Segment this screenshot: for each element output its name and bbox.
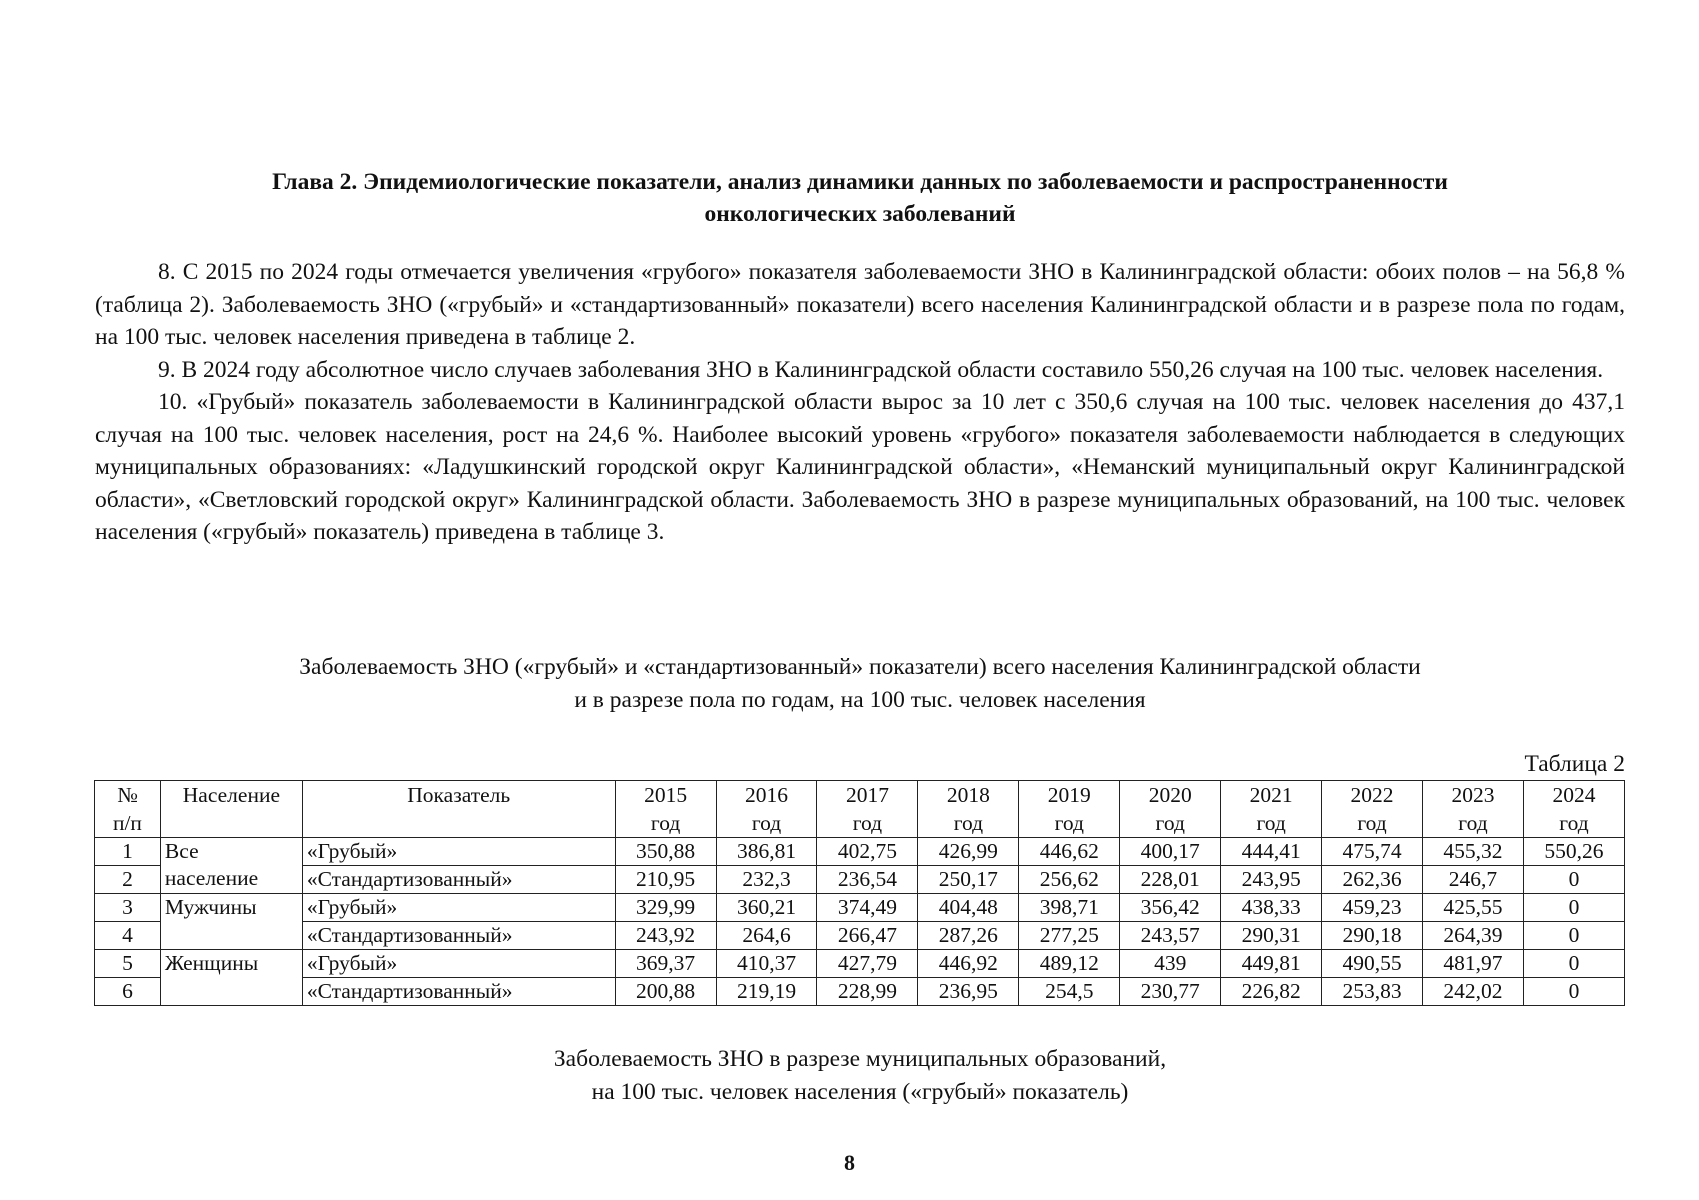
header-year-value: 2015 xyxy=(644,783,688,807)
header-year-unit: год xyxy=(852,811,883,835)
value-cell: 459,23 xyxy=(1322,894,1423,922)
header-year-unit: год xyxy=(953,811,984,835)
table-row xyxy=(95,894,1625,922)
header-year-unit: год xyxy=(751,811,782,835)
header-year-unit: год xyxy=(1155,811,1185,835)
header-year xyxy=(1523,781,1624,838)
value-cell: 236,54 xyxy=(817,866,918,894)
value-cell: 243,92 xyxy=(615,922,716,950)
row-number: 3 xyxy=(95,894,161,922)
value-cell: 253,83 xyxy=(1322,978,1423,1006)
table-3-caption-line-1: Заболеваемость ЗНО в разрезе муниципальных образований, xyxy=(553,1046,1167,1072)
value-cell: 264,39 xyxy=(1423,922,1524,950)
header-year xyxy=(1221,781,1322,838)
value-cell: 250,17 xyxy=(918,866,1019,894)
table-2-caption xyxy=(95,651,1625,716)
population-cell xyxy=(160,950,302,1006)
value-cell: 210,95 xyxy=(615,866,716,894)
value-cell: 386,81 xyxy=(716,838,817,866)
chapter-heading-line-1: Глава 2. Эпидемиологические показатели, анализ динамики данных по заболеваемости и распространенности xyxy=(272,169,1448,195)
header-year-value: 2018 xyxy=(946,783,990,807)
value-cell: 287,26 xyxy=(918,922,1019,950)
value-cell: 404,48 xyxy=(918,894,1019,922)
row-number: 6 xyxy=(95,978,161,1006)
indicator-cell: «Стандартизованный» xyxy=(302,922,615,950)
value-cell: 489,12 xyxy=(1019,950,1120,978)
indicator-cell: «Грубый» xyxy=(302,894,615,922)
header-year-value: 2019 xyxy=(1047,783,1091,807)
value-cell: 455,32 xyxy=(1423,838,1524,866)
value-cell: 264,6 xyxy=(716,922,817,950)
value-cell: 356,42 xyxy=(1120,894,1221,922)
header-year-value: 2021 xyxy=(1249,783,1293,807)
population-label: Мужчины xyxy=(164,895,257,919)
header-year-value: 2024 xyxy=(1552,783,1596,807)
value-cell: 0 xyxy=(1523,922,1624,950)
header-year xyxy=(1120,781,1221,838)
table-3-caption xyxy=(95,1043,1625,1108)
population-cell xyxy=(160,838,302,894)
value-cell: 410,37 xyxy=(716,950,817,978)
header-population: Население xyxy=(160,781,302,838)
table-2-caption-line-1: Заболеваемость ЗНО («грубый» и «стандартизованный» показатели) всего населения Калининградской области xyxy=(299,654,1421,680)
indicator-cell: «Стандартизованный» xyxy=(302,866,615,894)
value-cell: 228,99 xyxy=(817,978,918,1006)
value-cell: 369,37 xyxy=(615,950,716,978)
table-row xyxy=(95,950,1625,978)
header-year xyxy=(716,781,817,838)
value-cell: 242,02 xyxy=(1423,978,1524,1006)
value-cell: 256,62 xyxy=(1019,866,1120,894)
value-cell: 243,57 xyxy=(1120,922,1221,950)
value-cell: 449,81 xyxy=(1221,950,1322,978)
value-cell: 262,36 xyxy=(1322,866,1423,894)
value-cell: 360,21 xyxy=(716,894,817,922)
indicator-cell: «Грубый» xyxy=(302,950,615,978)
table-row xyxy=(95,978,1625,1006)
header-number-line-1: № xyxy=(117,783,138,807)
population-label: Все xyxy=(164,839,199,863)
value-cell: 254,5 xyxy=(1019,978,1120,1006)
value-cell: 374,49 xyxy=(817,894,918,922)
value-cell: 550,26 xyxy=(1523,838,1624,866)
value-cell: 400,17 xyxy=(1120,838,1221,866)
population-cell xyxy=(160,894,302,950)
header-year-unit: год xyxy=(1458,811,1488,835)
body-text xyxy=(95,256,1625,549)
value-cell: 490,55 xyxy=(1322,950,1423,978)
value-cell: 290,31 xyxy=(1221,922,1322,950)
value-cell: 232,3 xyxy=(716,866,817,894)
value-cell: 243,95 xyxy=(1221,866,1322,894)
header-year-value: 2023 xyxy=(1451,783,1495,807)
value-cell: 246,7 xyxy=(1423,866,1524,894)
value-cell: 350,88 xyxy=(615,838,716,866)
header-number xyxy=(95,781,161,838)
paragraph-10: 10. «Грубый» показатель заболеваемости в Калининградской области вырос за 10 лет с 350,6 случая на 100 тыс. человек населения до 437,1 случая на 100 тыс. человек населения, рост на 24,6 %. Наиболее высокий уровень «грубого» показателя заболеваемости наблюдается в следующих муниципальных образованиях: «Ладушкинский городской округ Калининградской области», «Неманский муниципальный округ Калининградской области», «Светловский городской округ» Калининградской области. Заболеваемость ЗНО в разрезе муниципальных образований, на 100 тыс. человек населения («грубый» показатель) приведена в таблице 3. xyxy=(95,389,1625,545)
page-number: 8 xyxy=(844,1150,855,1175)
table-row xyxy=(95,838,1625,866)
value-cell: 444,41 xyxy=(1221,838,1322,866)
header-year xyxy=(1423,781,1524,838)
value-cell: 427,79 xyxy=(817,950,918,978)
header-year xyxy=(1019,781,1120,838)
header-year xyxy=(817,781,918,838)
paragraph-8: 8. С 2015 по 2024 годы отмечается увеличения «грубого» показателя заболеваемости ЗНО в Калининградской области: обоих полов – на 56,8 % (таблица 2). Заболеваемость ЗНО («грубый» и «стандартизованный» показатели) всего населения Калининградской области и в разрезе пола по годам, на 100 тыс. человек населения приведена в таблице 2. xyxy=(95,259,1625,350)
value-cell: 425,55 xyxy=(1423,894,1524,922)
value-cell: 438,33 xyxy=(1221,894,1322,922)
row-number: 1 xyxy=(95,838,161,866)
value-cell: 439 xyxy=(1120,950,1221,978)
value-cell: 0 xyxy=(1523,978,1624,1006)
table-header-row xyxy=(95,781,1625,838)
chapter-heading-line-2: онкологических заболеваний xyxy=(704,201,1016,227)
header-year-unit: год xyxy=(1256,811,1286,835)
value-cell: 426,99 xyxy=(918,838,1019,866)
header-year xyxy=(918,781,1019,838)
header-indicator: Показатель xyxy=(302,781,615,838)
value-cell: 0 xyxy=(1523,866,1624,894)
chapter-heading xyxy=(95,166,1625,230)
value-cell: 481,97 xyxy=(1423,950,1524,978)
value-cell: 446,62 xyxy=(1019,838,1120,866)
header-year xyxy=(1322,781,1423,838)
table-3-caption-line-2: на 100 тыс. человек населения («грубый» показатель) xyxy=(591,1078,1129,1105)
header-number-line-2: п/п xyxy=(112,811,142,835)
value-cell: 0 xyxy=(1523,894,1624,922)
table-label: Таблица 2 xyxy=(1524,751,1625,777)
table-row xyxy=(95,922,1625,950)
header-year-unit: год xyxy=(1054,811,1084,835)
row-number: 2 xyxy=(95,866,161,894)
value-cell: 329,99 xyxy=(615,894,716,922)
incidence-table xyxy=(94,780,1625,1006)
header-year-unit: год xyxy=(1559,811,1589,835)
header-year-unit: год xyxy=(1357,811,1387,835)
table-2-caption-line-2: и в разрезе пола по годам, на 100 тыс. человек населения xyxy=(574,686,1146,713)
header-year-value: 2016 xyxy=(745,783,789,807)
population-label: население xyxy=(164,866,259,890)
header-year-unit: год xyxy=(650,811,681,835)
value-cell: 446,92 xyxy=(918,950,1019,978)
indicator-cell: «Грубый» xyxy=(302,838,615,866)
value-cell: 290,18 xyxy=(1322,922,1423,950)
value-cell: 219,19 xyxy=(716,978,817,1006)
paragraph-9: 9. В 2024 году абсолютное число случаев заболевания ЗНО в Калининградской области составило 550,26 случая на 100 тыс. человек населения. xyxy=(158,356,1604,383)
header-year-value: 2020 xyxy=(1148,783,1192,807)
value-cell: 236,95 xyxy=(918,978,1019,1006)
value-cell: 200,88 xyxy=(615,978,716,1006)
value-cell: 475,74 xyxy=(1322,838,1423,866)
header-year-value: 2022 xyxy=(1350,783,1394,807)
value-cell: 266,47 xyxy=(817,922,918,950)
header-year xyxy=(615,781,716,838)
population-label: Женщины xyxy=(164,951,259,975)
value-cell: 228,01 xyxy=(1120,866,1221,894)
indicator-cell: «Стандартизованный» xyxy=(302,978,615,1006)
value-cell: 226,82 xyxy=(1221,978,1322,1006)
row-number: 5 xyxy=(95,950,161,978)
row-number: 4 xyxy=(95,922,161,950)
value-cell: 402,75 xyxy=(817,838,918,866)
header-year-value: 2017 xyxy=(845,783,889,807)
value-cell: 277,25 xyxy=(1019,922,1120,950)
value-cell: 230,77 xyxy=(1120,978,1221,1006)
table-row xyxy=(95,866,1625,894)
value-cell: 398,71 xyxy=(1019,894,1120,922)
value-cell: 0 xyxy=(1523,950,1624,978)
